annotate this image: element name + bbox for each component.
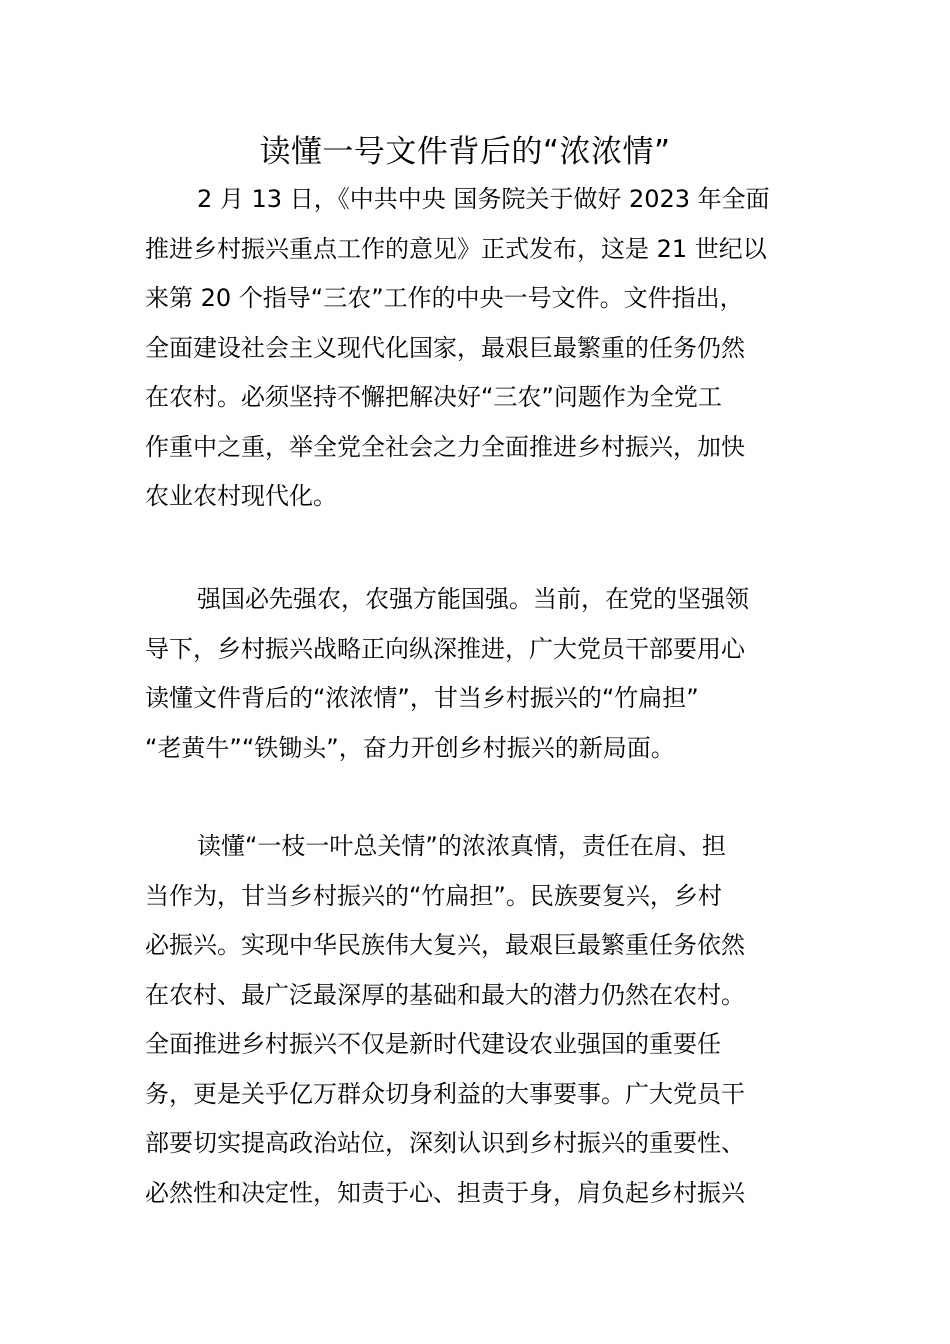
text-line: 必然性和决定性，知责于心、担责于身，肩负起乡村振兴 (145, 1178, 745, 1207)
text-line: 来第 20 个指导“三农”工作的中央一号文件。文件指出， (145, 284, 744, 312)
text-line: 当作为，甘当乡村振兴的“竹扁担”。民族要复兴，乡村 (145, 881, 722, 910)
text-line: 导下，乡村振兴战略正向纵深推进，广大党员干部要用心 (145, 634, 745, 663)
document-title: 读懂一号文件背后的“浓浓情” (259, 134, 671, 170)
text-line: 在农村、最广泛最深厚的基础和最大的潜力仍然在农村。 (145, 980, 745, 1009)
text-line: 推进乡村振兴重点工作的意见》正式发布，这是 21 世纪以 (145, 234, 767, 263)
text-line: 在农村。必须坚持不懈把解决好“三农”问题作为全党工 (145, 383, 722, 411)
paragraph-1 (145, 175, 813, 522)
text-line: 作重中之重，举全党全社会之力全面推进乡村振兴，加快 (145, 432, 745, 461)
paragraph-2 (145, 575, 813, 773)
text-line: “老黄牛”“铁锄头”，奋力开创乡村振兴的新局面。 (145, 733, 675, 762)
text-line: 读懂“一枝一叶总关情”的浓浓真情，责任在肩、担 (197, 832, 726, 860)
text-line: 全面推进乡村振兴不仅是新时代建设农业强国的重要任 (145, 1030, 721, 1058)
text-line: 部要切实提高政治站位，深刻认识到乡村振兴的重要性、 (145, 1129, 745, 1157)
text-line: 强国必先强农，农强方能国强。当前，在党的坚强领 (197, 585, 749, 613)
text-line: 读懂文件背后的“浓浓情”，甘当乡村振兴的“竹扁担” (145, 684, 699, 712)
text-line: 农业农村现代化。 (145, 482, 337, 510)
text-line: 务，更是关乎亿万群众切身利益的大事要事。广大党员干 (145, 1079, 745, 1108)
text-line: 2 月 13 日，《中共中央 国务院关于做好 2023 年全面 (197, 185, 770, 213)
text-line: 全面建设社会主义现代化国家，最艰巨最繁重的任务仍然 (145, 333, 745, 362)
paragraph-3 (145, 822, 813, 1218)
text-line: 必振兴。实现中华民族伟大复兴，最艰巨最繁重任务依然 (145, 931, 745, 959)
